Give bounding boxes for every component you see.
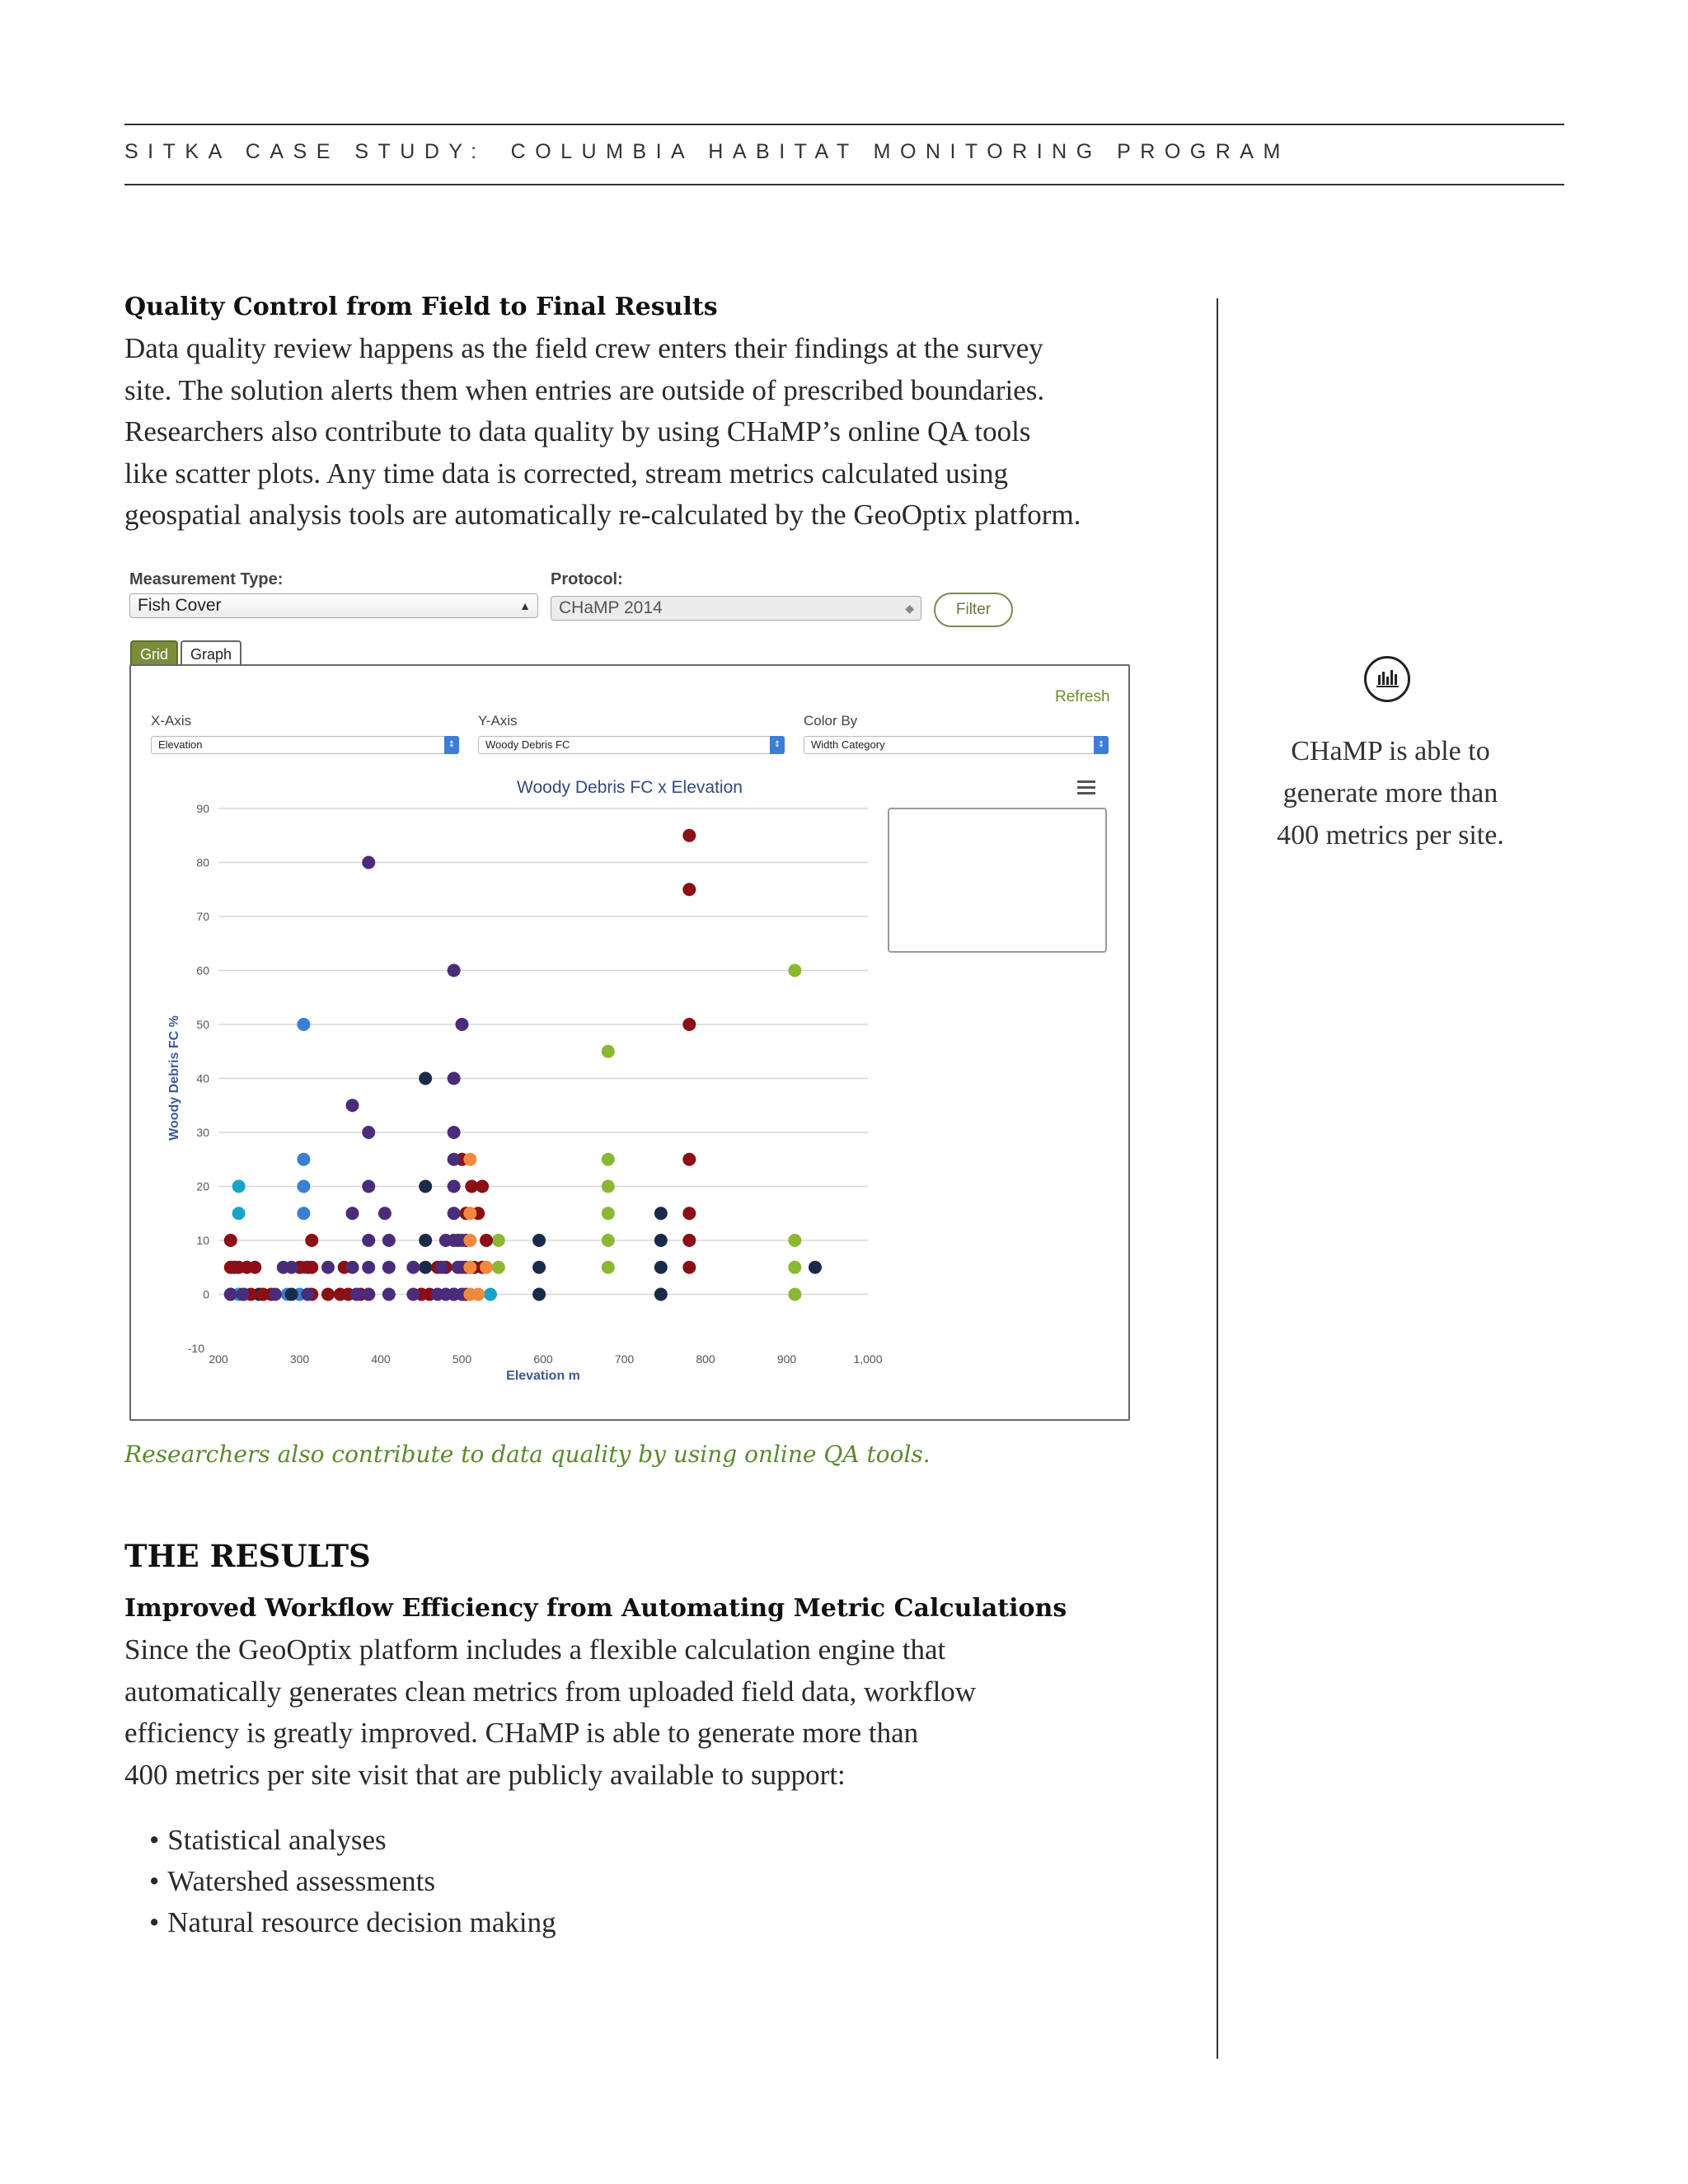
x-tick-label: 400 bbox=[371, 1352, 391, 1366]
callout-line: 400 metrics per site. bbox=[1277, 820, 1504, 851]
y-tick-label: 70 bbox=[196, 910, 209, 923]
select-arrow-icon: ⇕ bbox=[770, 736, 785, 754]
paragraph-line: site. The solution alerts them when entries are outside of prescribed boundaries. bbox=[124, 373, 1045, 406]
y-tick-label: 20 bbox=[196, 1179, 209, 1193]
x-tick-label: 700 bbox=[614, 1352, 635, 1366]
measurement-type-label: Measurement Type: bbox=[129, 570, 284, 588]
paragraph-line: Since the GeoOptix platform includes a flexible calculation engine that bbox=[124, 1633, 946, 1666]
chart-title: Woody Debris FC x Elevation bbox=[517, 778, 743, 797]
x-axis-label: X-Axis bbox=[151, 713, 192, 729]
x-tick-label: 500 bbox=[452, 1352, 472, 1366]
protocol-value: CHaMP 2014 bbox=[559, 598, 663, 617]
callout-line: generate more than bbox=[1282, 778, 1498, 808]
graph-panel bbox=[129, 664, 1130, 1421]
refresh-link[interactable]: Refresh bbox=[1055, 688, 1110, 705]
select-arrows-icon: ◆ bbox=[905, 602, 914, 615]
sidebar-callout bbox=[1249, 730, 1532, 856]
paragraph-line: efficiency is greatly improved. CHaMP is able to generate more than bbox=[124, 1717, 919, 1749]
x-axis-select[interactable] bbox=[151, 736, 459, 754]
paragraph-line: Data quality review happens as the field crew enters their findings at the survey bbox=[124, 332, 1043, 364]
y-tick-label: 10 bbox=[196, 1234, 209, 1247]
header-right: COLUMBIA HABITAT MONITORING PROGRAM bbox=[510, 140, 1290, 163]
list-item: • Natural resource decision making bbox=[149, 1902, 556, 1943]
y-axis-select[interactable] bbox=[478, 736, 785, 754]
x-tick-label: 800 bbox=[696, 1352, 715, 1366]
y-tick-label: 50 bbox=[196, 1018, 209, 1031]
header-left: SITKA CASE STUDY: bbox=[124, 140, 486, 163]
x-tick-label: 300 bbox=[289, 1352, 310, 1366]
paragraph-line: like scatter plots. Any time data is corrected, stream metrics calculated using bbox=[124, 457, 1008, 490]
results-subheading: Improved Workflow Efficiency from Automating Metric Calculations bbox=[124, 1594, 1067, 1623]
quality-control-paragraph bbox=[124, 328, 1188, 537]
y-tick-label: 80 bbox=[196, 855, 209, 869]
x-tick-label: 200 bbox=[209, 1352, 228, 1366]
color-by-select[interactable] bbox=[804, 736, 1109, 754]
y-tick-label: 90 bbox=[196, 802, 209, 815]
chart-menu-icon[interactable] bbox=[1077, 780, 1095, 795]
y-axis-title: Woody Debris FC % bbox=[167, 1015, 181, 1141]
protocol-label: Protocol: bbox=[551, 570, 623, 588]
paragraph-line: Researchers also contribute to data quality by using CHaMP’s online QA tools bbox=[124, 415, 1031, 448]
x-tick-label: 900 bbox=[776, 1352, 797, 1366]
column-divider bbox=[1217, 298, 1218, 2059]
header-rule-bottom bbox=[124, 184, 1564, 185]
header-rule-top bbox=[124, 124, 1564, 125]
color-by-value: Width Category bbox=[811, 738, 885, 751]
y-axis-value: Woody Debris FC bbox=[485, 738, 570, 751]
x-tick-label: 600 bbox=[533, 1352, 553, 1366]
filter-button[interactable]: Filter bbox=[934, 593, 1013, 627]
x-tick-label: 1,000 bbox=[853, 1352, 883, 1366]
document-header bbox=[124, 140, 1290, 164]
x-axis-value: Elevation bbox=[158, 738, 203, 751]
results-title: THE RESULTS bbox=[124, 1538, 371, 1574]
tab-graph[interactable]: Graph bbox=[181, 640, 241, 667]
color-by-label: Color By bbox=[804, 713, 858, 729]
measurement-type-value: Fish Cover bbox=[138, 596, 222, 615]
protocol-select[interactable] bbox=[551, 596, 921, 621]
results-bullet-list bbox=[149, 1820, 556, 1943]
paragraph-line: 400 metrics per site visit that are publicly available to support: bbox=[124, 1758, 846, 1791]
callout-line: CHaMP is able to bbox=[1291, 736, 1490, 766]
paragraph-line: geospatial analysis tools are automatically re-calculated by the GeoOptix platform. bbox=[124, 499, 1081, 531]
select-arrow-icon: ⇕ bbox=[1094, 736, 1109, 754]
bar-chart-icon bbox=[1364, 656, 1410, 702]
measurement-type-select[interactable] bbox=[129, 593, 538, 618]
y-tick-label: -10 bbox=[187, 1342, 204, 1355]
chart-legend bbox=[888, 808, 1107, 953]
y-tick-label: 30 bbox=[196, 1126, 209, 1139]
tab-grid[interactable]: Grid bbox=[130, 640, 178, 667]
y-tick-label: 40 bbox=[196, 1071, 209, 1085]
figure-caption: Researchers also contribute to data quality by using online QA tools. bbox=[124, 1441, 931, 1468]
select-arrow-icon: ⇕ bbox=[444, 736, 459, 754]
y-tick-label: 0 bbox=[203, 1287, 209, 1301]
list-item: • Watershed assessments bbox=[149, 1861, 556, 1902]
x-axis-title: Elevation m bbox=[506, 1369, 580, 1383]
select-arrows-icon: ▲ bbox=[519, 599, 531, 612]
results-paragraph bbox=[124, 1629, 1188, 1796]
y-axis-label: Y-Axis bbox=[478, 713, 518, 729]
quality-control-heading: Quality Control from Field to Final Results bbox=[124, 293, 718, 321]
list-item: • Statistical analyses bbox=[149, 1820, 556, 1861]
y-tick-label: 60 bbox=[196, 963, 209, 977]
paragraph-line: automatically generates clean metrics from uploaded field data, workflow bbox=[124, 1675, 977, 1708]
